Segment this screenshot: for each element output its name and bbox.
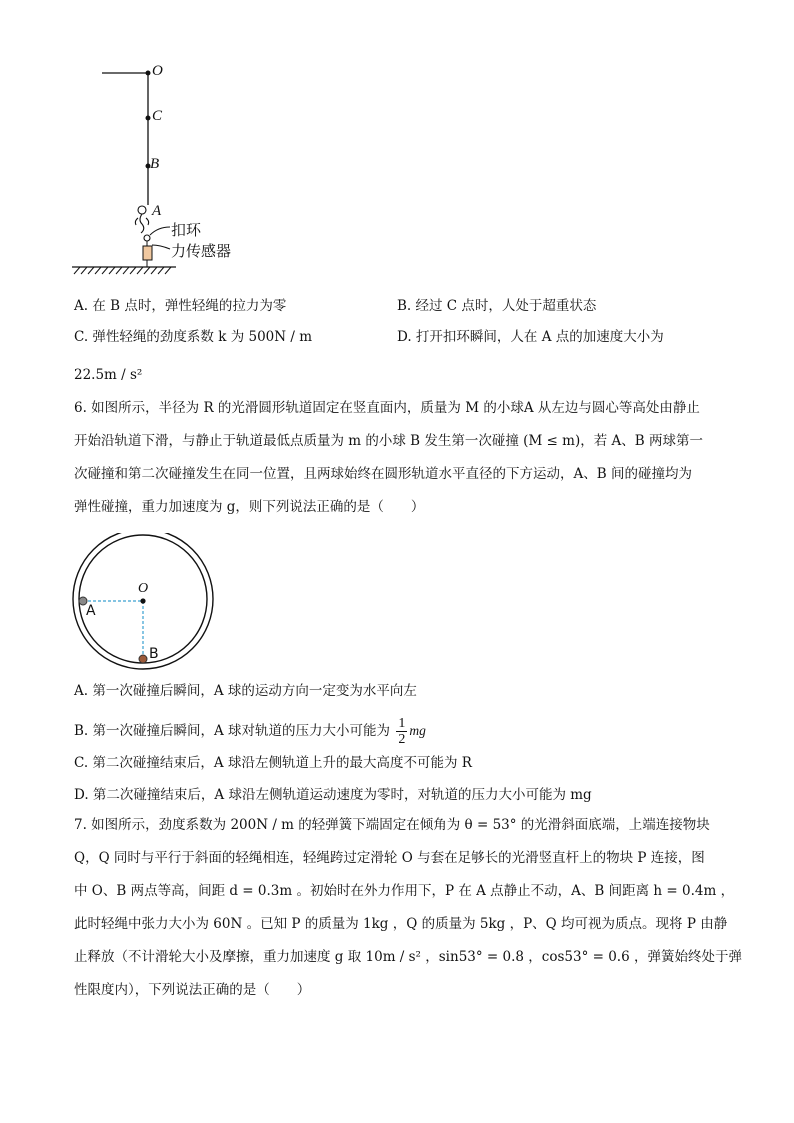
q5-option-c: C. 弹性轻绳的劲度系数 k 为 500N / m (74, 329, 312, 345)
q6-line-4: 弹性碰撞，重力加速度为 g，则下列说法正确的是（ ） (74, 499, 425, 515)
label-a: A (152, 203, 162, 219)
q6-option-a: A. 第一次碰撞后瞬间，A 球的运动方向一定变为水平向左 (74, 683, 417, 699)
q5-option-d: D. 打开扣环瞬间，人在 A 点的加速度大小为 (397, 329, 664, 345)
q7-line-2: Q，Q 同时与平行于斜面的轻绳相连，轻绳跨过定滑轮 O 与套在足够长的光滑竖直杆上的物块 P 连接，图 (74, 850, 705, 866)
q7-line-5: 止释放（不计滑轮大小及摩擦，重力加速度 g 取 10m / s² ，sin53° = 0.8 ，cos53° = 0.6 ，弹簧始终处于弹 (74, 949, 742, 965)
label-sensor: 力传感器 (171, 242, 232, 260)
person-icon (135, 206, 150, 241)
q6-line-3: 次碰撞和第二次碰撞发生在同一位置，且两球始终在圆形轨道水平直径的下方运动，A、B 间的碰撞均为 (74, 466, 692, 482)
label-ball-a: A (86, 603, 96, 619)
label-c: C (152, 108, 163, 124)
fraction-half (396, 716, 407, 747)
q7-line-6: 性限度内），下列说法正确的是（ ） (74, 982, 311, 998)
point-c (146, 116, 151, 121)
q7-line-1: 7. 如图所示，劲度系数为 200N / m 的轻弹簧下端固定在倾角为 θ = 53° 的光滑斜面底端，上端连接物块 (74, 817, 710, 833)
q7-line-3: 中 O、B 两点等高，间距 d = 0.3m 。初始时在外力作用下，P 在 A 点静止不动，A、B 间距离 h = 0.4m ， (74, 883, 735, 899)
sensor-icon (143, 246, 152, 260)
ball-b-icon (139, 655, 147, 663)
q5-option-b: B. 经过 C 点时，人处于超重状态 (397, 298, 597, 314)
q6-option-b-mg: mg (409, 723, 426, 738)
label-o: O (152, 63, 163, 79)
label-buckle: 扣环 (171, 221, 202, 239)
q7-stem (74, 809, 742, 1007)
q6-option-d: D. 第二次碰撞结束后，A 球沿左侧轨道运动速度为零时，对轨道的压力大小可能为 mg (74, 787, 592, 803)
fraction-numerator: 1 (398, 716, 406, 731)
q6-line-1: 6. 如图所示，半径为 R 的光滑圆形轨道固定在竖直面内，质量为 M 的小球A 从左边与圆心等高处由静止 (74, 400, 700, 416)
q5-option-d-continued: 22.5m / s² (74, 367, 143, 383)
figure-circular-track (70, 533, 220, 673)
q6-stem (74, 392, 724, 524)
label-ball-b: B (149, 646, 159, 662)
q7-line-4: 此时轻绳中张力大小为 60N 。已知 P 的质量为 1kg ，Q 的质量为 5kg ，P、Q 均可视为质点。现将 P 由静 (74, 916, 728, 932)
fraction-denominator: 2 (398, 732, 406, 747)
label-b: B (150, 156, 160, 172)
point-o (146, 71, 151, 76)
q6-option-b-text: B. 第一次碰撞后瞬间，A 球对轨道的压力大小可能为 (74, 723, 391, 739)
center-dot (140, 598, 145, 603)
q6-option-c: C. 第二次碰撞结束后，A 球沿左侧轨道上升的最大高度不可能为 R (74, 755, 472, 771)
q5-option-a: A. 在 B 点时，弹性轻绳的拉力为零 (74, 298, 287, 314)
q6-line-2: 开始沿轨道下滑，与静止于轨道最低点质量为 m 的小球 B 发生第一次碰撞 (M ≤ m)，若 A、B 两球第一 (74, 433, 703, 449)
figure-elastic-rope (60, 55, 260, 285)
q6-option-b (74, 716, 426, 747)
label-center-o: O (138, 581, 149, 596)
